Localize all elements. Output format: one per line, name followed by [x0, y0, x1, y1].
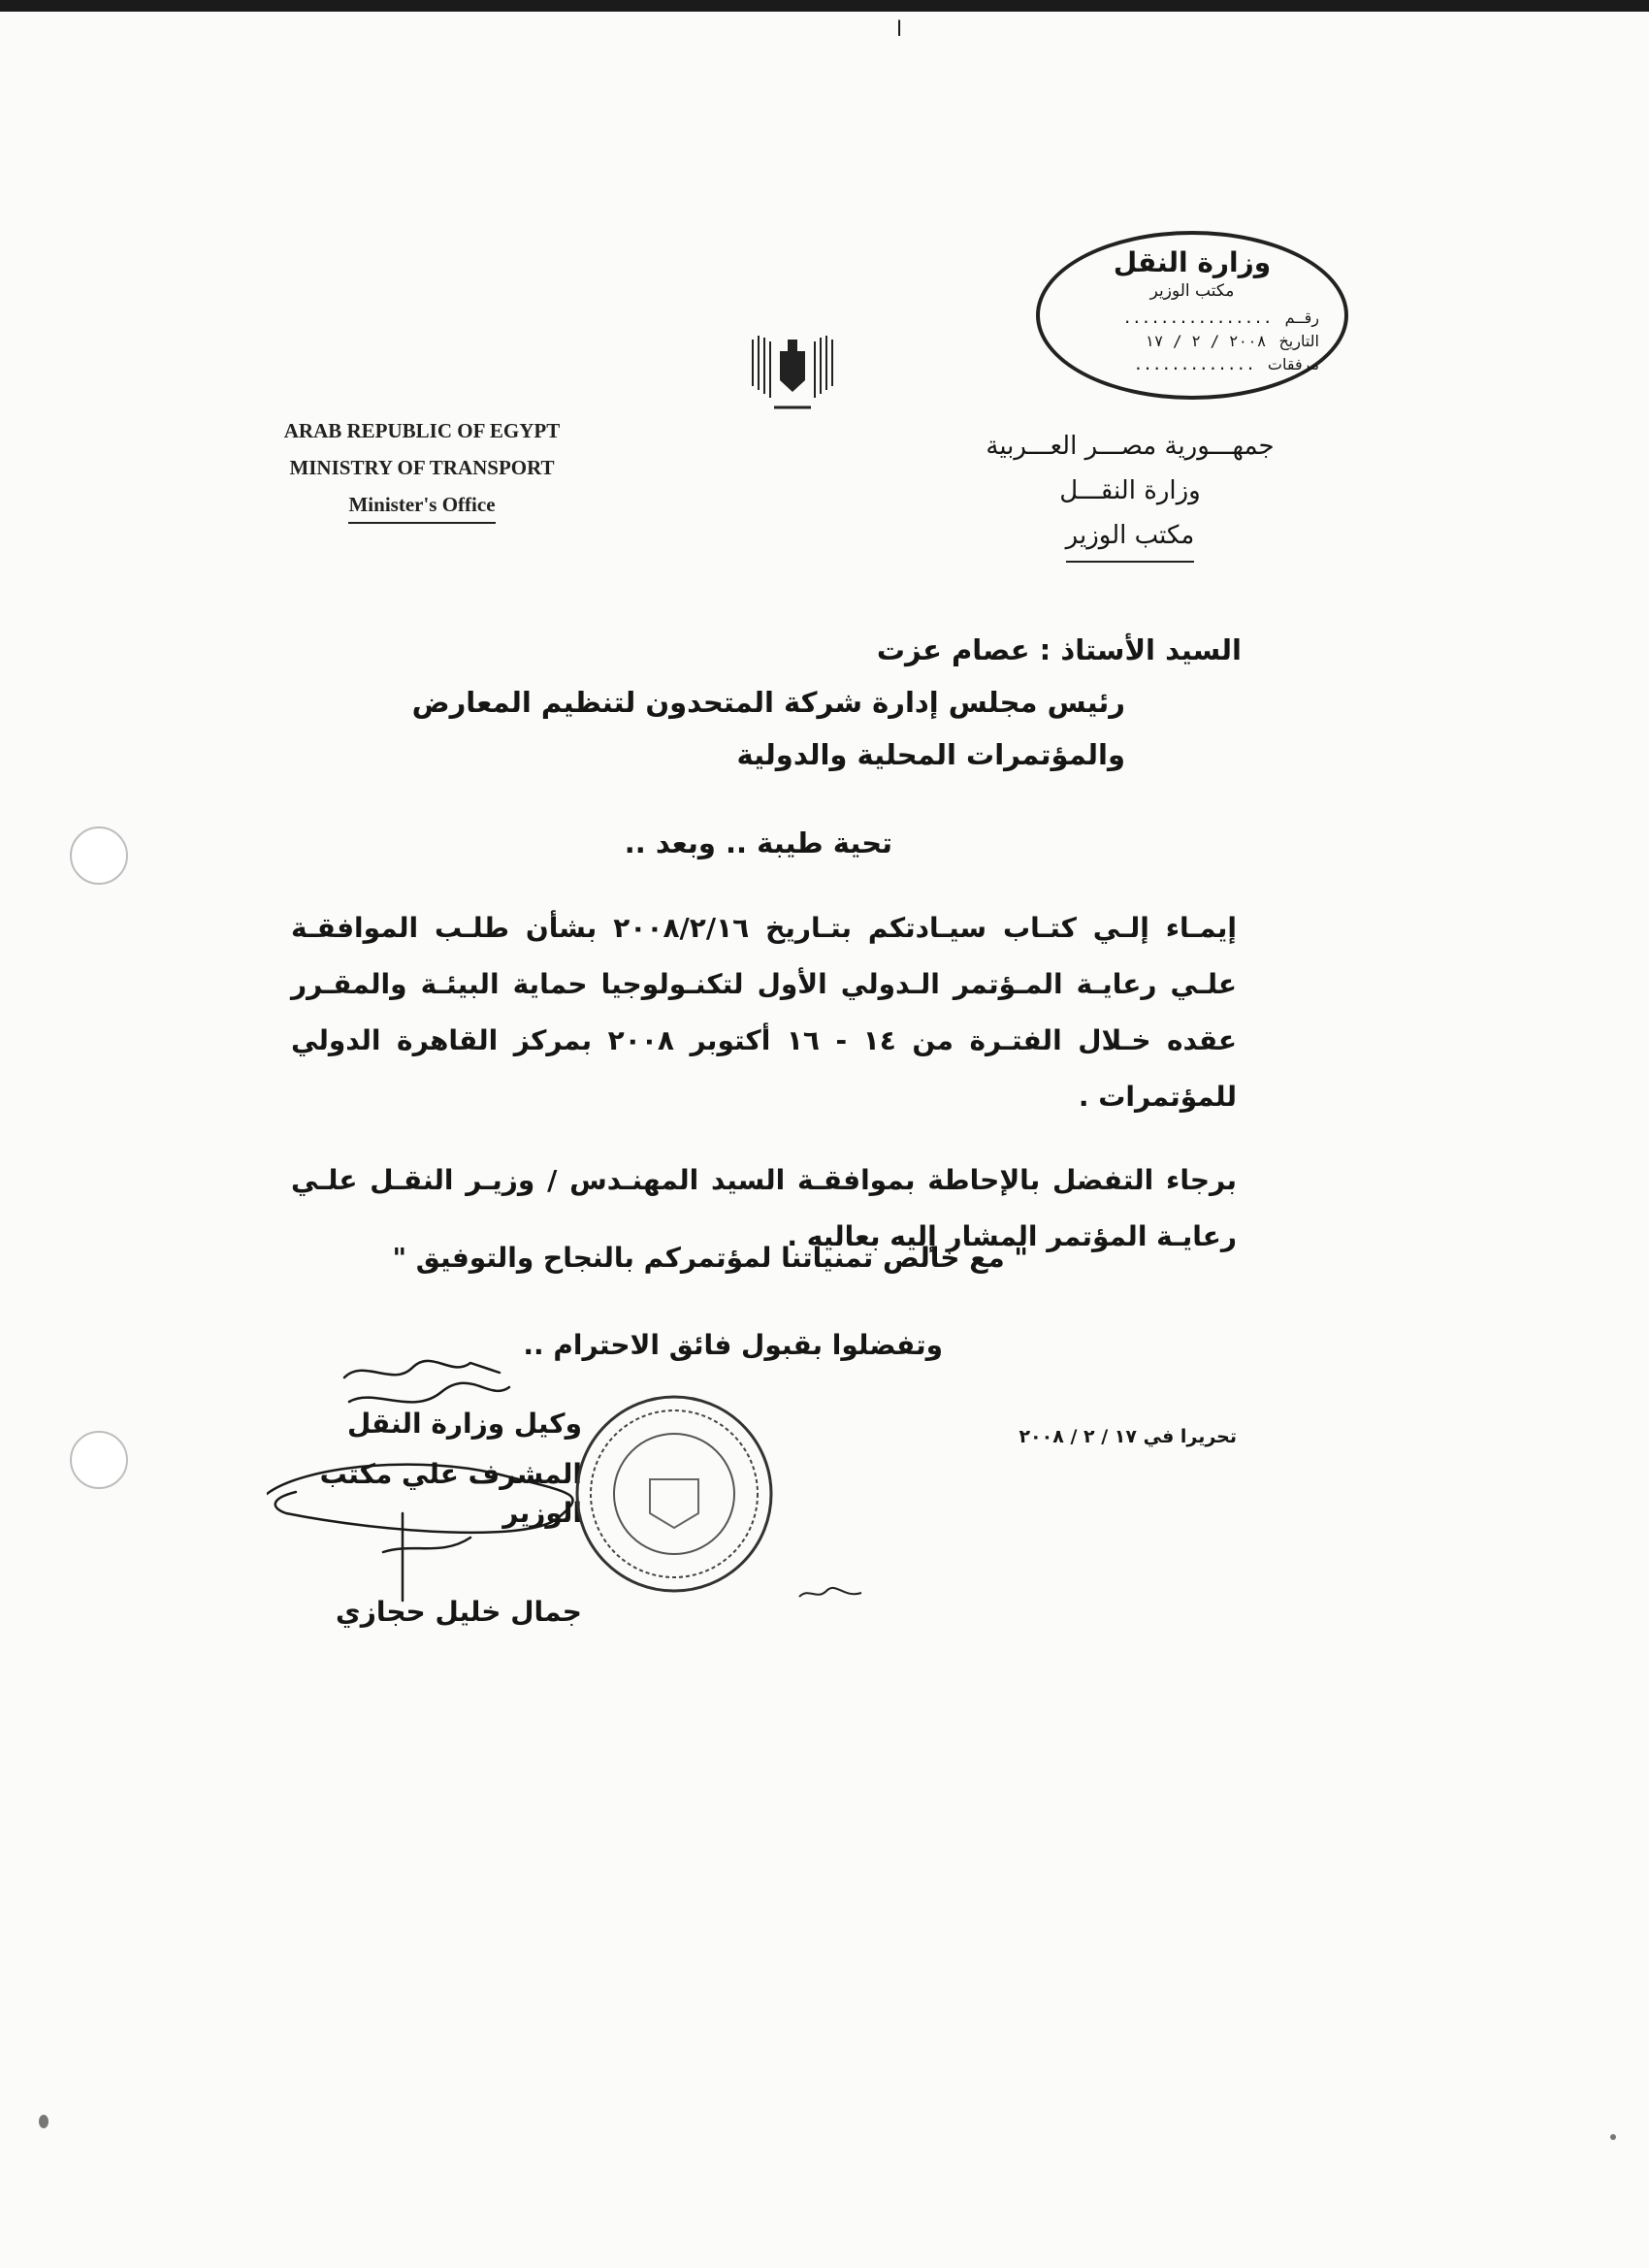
letter-body	[291, 900, 1237, 1265]
stamp-title: وزارة النقل	[1113, 246, 1272, 278]
body-paragraph-2: برجاء التفضل بالإحاطة بموافقـة السيد المهنـدس / وزيـر النقـل علـي رعايـة المؤتمر المشار إليه بعاليه .	[291, 1164, 1237, 1252]
addressee-block	[388, 631, 1242, 788]
signer-name: جمال خليل حجازي	[336, 1596, 582, 1628]
signer-block	[291, 1405, 582, 1643]
english-office: Minister's Office	[348, 493, 495, 524]
stamp-attachments-row	[1065, 355, 1319, 373]
closing-line: وتفضلوا بقبول فائق الاحترام ..	[523, 1329, 943, 1361]
document-date: تحريرا في ١٧ / ٢ / ٢٠٠٨	[1018, 1426, 1237, 1447]
addressee-title: رئيس مجلس إدارة شركة المتحدون لتنظيم المعارض	[411, 686, 1125, 719]
english-letterhead	[194, 419, 650, 537]
eagle-emblem-icon	[745, 330, 840, 419]
page-top-border	[0, 0, 1649, 12]
official-seal-icon	[572, 1392, 776, 1596]
scan-speck	[39, 2115, 48, 2128]
scan-speck	[1610, 2134, 1616, 2140]
stamp-date-value: ٢٠٠٨ / ٢ / ١٧	[1145, 332, 1267, 350]
body-paragraph-1: إيمـاء إلـي كتـاب سيـادتكم بتـاريخ ٢٠٠٨/٢/١٦ بشأن طلـب الموافقـة علـي رعايـة المـؤتمر الـدولي الأول لتكنـولوجيا حماية البيئـة والمقـرر عقده خـلال الفتـرة من ١٤ - ١٦ أكتوبر ٢٠٠٨ بمركز القاهرة الدولي للمؤتمرات .	[291, 912, 1237, 1113]
signer-title-2: المشرف علي مكتب الوزير	[319, 1458, 582, 1529]
incoming-mail-stamp	[1036, 231, 1348, 400]
english-country: ARAB REPUBLIC OF EGYPT	[283, 419, 561, 442]
stamp-date-label: التاريخ	[1278, 332, 1319, 350]
stamp-number-row	[1065, 308, 1319, 327]
english-ministry: MINISTRY OF TRANSPORT	[289, 456, 555, 479]
stamp-date-row	[1065, 332, 1319, 350]
stamp-subtitle: مكتب الوزير	[1149, 281, 1235, 301]
wishes-line: " مع خالص تمنياتنا لمؤتمركم بالنجاح والتوفيق "	[392, 1242, 1028, 1274]
stamp-number-label: رقــم	[1284, 308, 1319, 327]
page-mark: ا	[896, 17, 903, 42]
arabic-ministry: وزارة النقـــل	[1059, 476, 1201, 505]
punch-hole-bottom	[70, 1431, 128, 1489]
greeting: تحية طيبة .. وبعد ..	[624, 826, 892, 859]
arabic-letterhead	[951, 427, 1310, 568]
signer-title-1: وكيل وزارة النقل	[346, 1408, 582, 1440]
stamp-attachments-value: .............	[1133, 355, 1255, 373]
arabic-office: مكتب الوزير	[1066, 516, 1195, 563]
punch-hole-top	[70, 826, 128, 885]
stamp-number-value: ................	[1122, 308, 1273, 327]
addressee-organization: والمؤتمرات المحلية والدولية	[736, 738, 1125, 771]
initials-mark-icon	[797, 1581, 865, 1604]
addressee-name: السيد الأستاذ : عصام عزت	[876, 633, 1242, 666]
stamp-attachments-label: مرفقات	[1267, 355, 1319, 373]
arabic-country: جمهـــورية مصـــر العـــربية	[986, 432, 1275, 461]
